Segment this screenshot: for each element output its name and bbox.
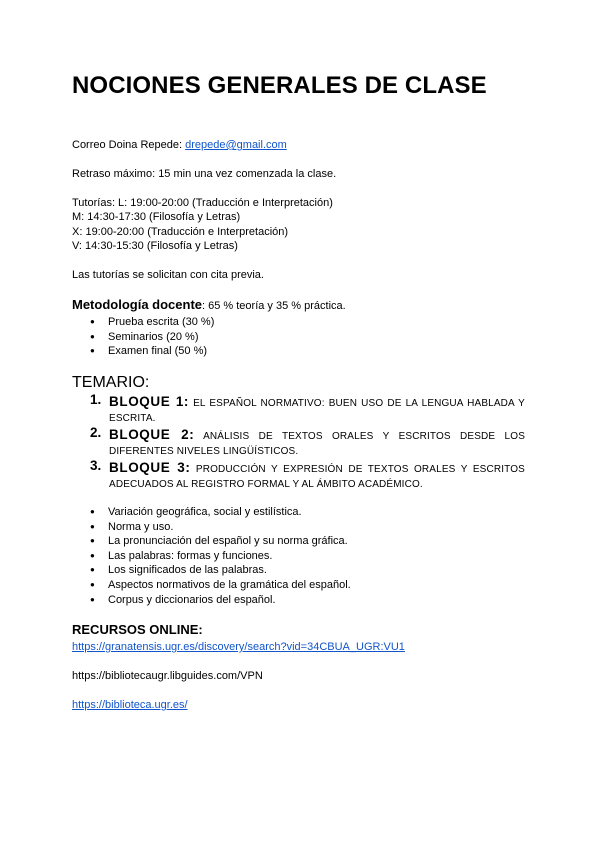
contact-line [72,138,287,152]
bullet-icon: ● [90,522,95,531]
tutorias-line-1: Tutorías: L: 19:00-20:00 (Traducción e Interpretación) [72,197,333,209]
biblioteca-link[interactable]: https://biblioteca.ugr.es/ [72,699,188,711]
contact-label: Correo Doina Repede: [72,139,186,151]
bloque-item: 2. BLOQUE 2: ANÁLISIS DE TEXTOS ORALES Y ESCRITOS DESDE LOS DIFERENTES NIVELES LINGÜÍSTICOS. [90,425,526,457]
bullet-icon: ● [90,346,95,355]
list-item: ● Examen final (50 %) [90,345,208,357]
bullet-icon: ● [90,536,95,545]
list-item: ● Aspectos normativos de la gramática del español. [90,579,351,591]
delay-note: Retraso máximo: 15 min una vez comenzada la clase. [72,168,337,180]
metodologia-text: : 65 % teoría y 35 % práctica. [202,300,346,312]
tutorias-line-3: X: 19:00-20:00 (Traducción e Interpretación) [72,226,289,238]
bloque-item: 3. BLOQUE 3: PRODUCCIÓN Y EXPRESIÓN DE TEXTOS ORALES Y ESCRITOS ADECUADOS AL REGISTRO FORMAL Y AL ÁMBITO ACADÉMICO. [90,458,525,490]
bloque-item: 1. BLOQUE 1: EL ESPAÑOL NORMATIVO: BUEN USO DE LA LENGUA HABLADA Y ESCRITA. [90,392,526,424]
list-item: ● Corpus y diccionarios del español. [90,594,276,606]
tutorias-note: Las tutorías se solicitan con cita previa. [72,269,264,281]
granatensis-link[interactable]: https://granatensis.ugr.es/discovery/search?vid=34CBUA_UGR:VU1 [72,641,405,653]
bullet-icon: ● [90,565,95,574]
recursos-heading: RECURSOS ONLINE: [72,622,203,637]
list-item: ● Los significados de las palabras. [90,564,267,576]
bullet-icon: ● [90,580,95,589]
list-item: ● Norma y uso. [90,521,174,533]
page-title: NOCIONES GENERALES DE CLASE [72,72,487,99]
email-link[interactable]: drepede@gmail.com [185,139,287,151]
list-item: ● Seminarios (20 %) [90,331,199,343]
list-item: ● La pronunciación del español y su norma gráfica. [90,535,348,547]
metodologia-label: Metodología docente [72,297,202,312]
bullet-icon: ● [90,317,95,326]
vpn-url-text: https://bibliotecaugr.libguides.com/VPN [72,670,263,682]
bullet-icon: ● [90,507,95,516]
temario-heading: TEMARIO: [72,374,150,391]
list-item: ● Variación geográfica, social y estilística. [90,506,302,518]
bullet-icon: ● [90,551,95,560]
list-item: ● Las palabras: formas y funciones. [90,550,273,562]
tutorias-line-2: M: 14:30-17:30 (Filosofía y Letras) [72,211,241,223]
list-item: ● Prueba escrita (30 %) [90,316,215,328]
metodologia-line [72,298,346,313]
bullet-icon: ● [90,332,95,341]
bullet-icon: ● [90,595,95,604]
tutorias-line-4: V: 14:30-15:30 (Filosofía y Letras) [72,240,238,252]
